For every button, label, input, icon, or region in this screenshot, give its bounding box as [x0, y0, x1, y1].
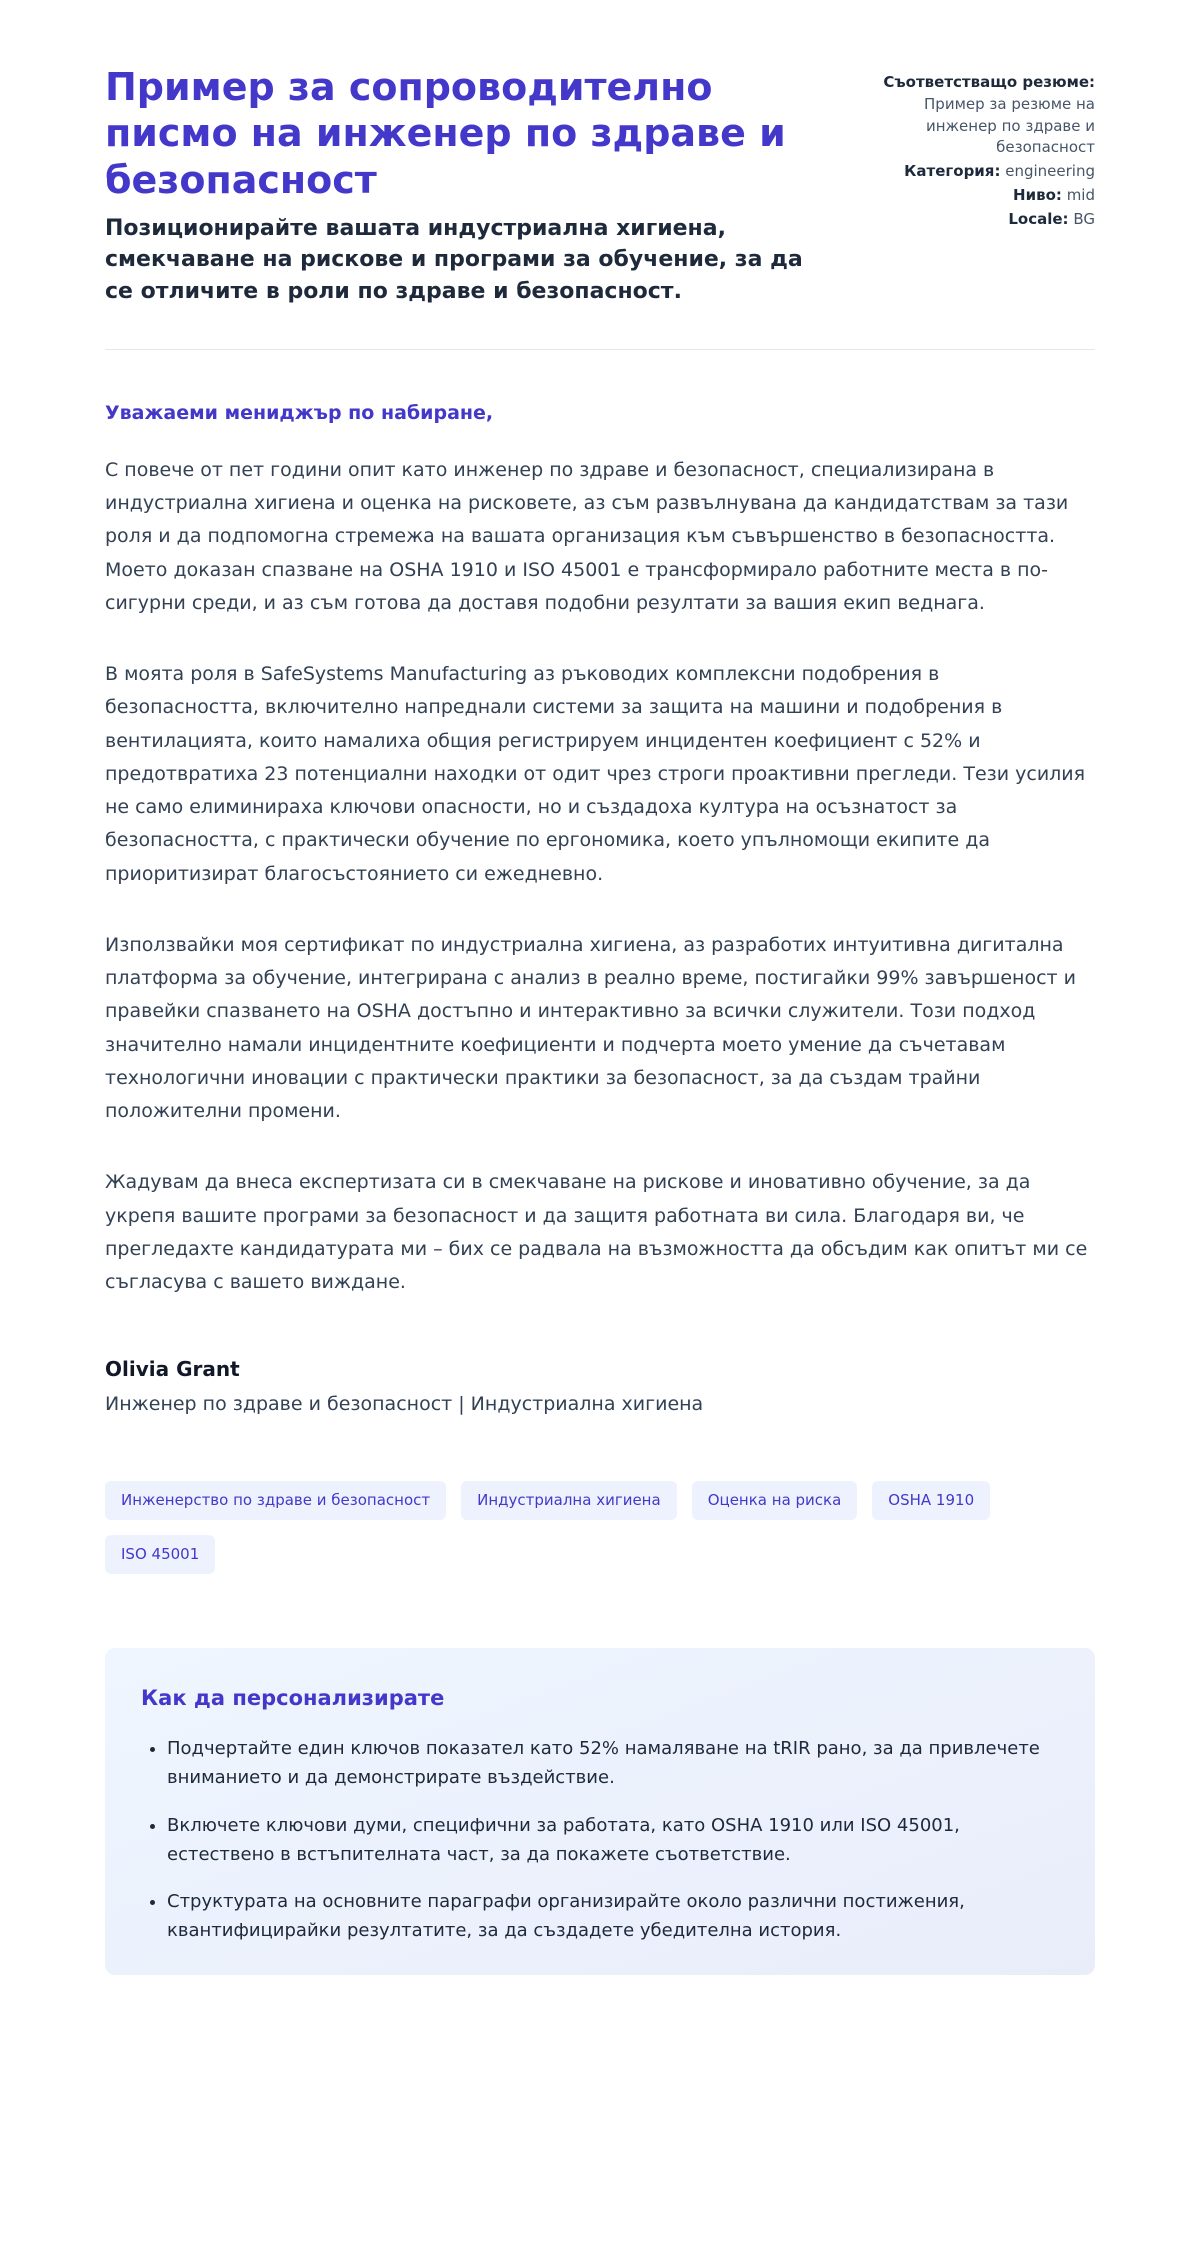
tag-industrial-hygiene[interactable]: Индустриална хигиена — [461, 1481, 677, 1520]
personalize-box — [105, 1648, 1095, 1975]
header-title-block — [105, 64, 805, 307]
personalize-list — [141, 1734, 1059, 1945]
signature-role: Инженер по здраве и безопасност | Индустриална хигиена — [105, 1393, 704, 1416]
meta-locale-value: BG — [1073, 209, 1095, 228]
letter-paragraph: В моята роля в SafeSystems Manufacturing аз ръководих комплексни подобрения в безопасността, включително напреднали системи за защита на машини и подобрения в вентилацията, които намалиха общия регистрируем инцидентен коефициент с 52% и предотвратиха 23 потенциални находки от одит чрез строги проактивни прегледи. Тези усилия не само елиминираха ключови опасности, но и създадоха култура на осъзнатост за безопасността, с практически обучение по ергономика, което упълномощи екипите да приоритизират благосъстоянието си ежедневно. — [105, 663, 1086, 885]
letter-paragraph: Жадувам да внеса експертизата си в смекчаване на рискове и иновативно обучение, за да укрепя вашите програми за безопасност и да защитя работната ви сила. Благодаря ви, че прегледахте кандидатурата ми – бих се радвала на възможността да обсъдим как опитът ми се съгласува с вашето виждане. — [105, 1171, 1088, 1294]
meta-resume — [850, 72, 1095, 159]
meta-category — [850, 161, 1095, 183]
meta-level-value: mid — [1066, 185, 1095, 204]
meta-resume-value: Пример за резюме на инженер по здраве и безопасност — [924, 94, 1095, 157]
header-divider — [105, 349, 1095, 350]
tag-list — [105, 1481, 1095, 1574]
letter-salutation: Уважаеми мениджър по набиране, — [105, 401, 494, 424]
tag-health-safety-engineering[interactable]: Инженерство по здраве и безопасност — [105, 1481, 446, 1520]
personalize-bullet: • Подчертайте един ключов показател като 52% намаляване на tRIR рано, за да привлечете вниманието и да демонстрирате въздействие. — [167, 1734, 1059, 1792]
meta-category-label: Категория: — [904, 162, 1001, 180]
meta-level-label: Ниво: — [1013, 185, 1062, 204]
signature-block — [105, 1357, 1095, 1415]
meta-resume-label: Съответстващо резюме: — [883, 73, 1095, 91]
meta-category-value: engineering — [1005, 162, 1095, 180]
personalize-bullet: • Включете ключови думи, специфични за работата, като OSHA 1910 или ISO 45001, естествено в встъпителната част, за да покажете съответствие. — [167, 1811, 1059, 1869]
meta-locale — [850, 209, 1095, 231]
tag-iso-45001[interactable]: ISO 45001 — [105, 1535, 215, 1574]
meta-level — [850, 185, 1095, 207]
tag-risk-assessment[interactable]: Оценка на риска — [692, 1481, 858, 1520]
meta-locale-label: Locale: — [1008, 209, 1069, 228]
page-header — [105, 64, 1095, 307]
page-title: Пример за сопроводително писмо на инженер по здраве и безопасност — [105, 65, 786, 202]
page-content — [105, 0, 1095, 2055]
letter-paragraph: Използвайки моя сертификат по индустриална хигиена, аз разработих интуитивна дигитална платформа за обучение, интегрирана с анализ в реално време, постигайки 99% завършеност и правейки спазването на OSHA достъпно и интерактивно за всички служители. Този подход значително намали инцидентните коефициенти и подчерта моето умение да съчетавам технологични иновации с практически практики за безопасност, за да създам трайни положителни промени. — [105, 933, 1076, 1123]
personalize-title: Как да персонализирате — [141, 1686, 445, 1711]
cover-letter-body — [105, 402, 1095, 1416]
page-subtitle: Позиционирайте вашата индустриална хигиена, смекчаване на рискове и програми за обучение, за да се отличите в роли по здраве и безопасност. — [105, 216, 803, 304]
letter-paragraph: С повече от пет години опит като инженер по здраве и безопасност, специализирана в индустриална хигиена и оценка на рисковете, аз съм развълнувана да кандидатствам за тази роля и да подпомогна стремежа на вашата организация към съвършенство в безопасността. Моето доказан спазване на OSHA 1910 и ISO 45001 е трансформирало работните места в по-сигурни среди, и аз съм готова да доставя подобни резултати за вашия екип веднага. — [105, 458, 1069, 614]
meta-panel — [850, 64, 1095, 232]
tag-osha-1910[interactable]: OSHA 1910 — [872, 1481, 990, 1520]
signature-name: Olivia Grant — [105, 1357, 240, 1382]
personalize-bullet: • Структурата на основните параграфи организирайте около различни постижения, квантифицирайки резултатите, за да създадете убедителна история. — [167, 1887, 1059, 1945]
